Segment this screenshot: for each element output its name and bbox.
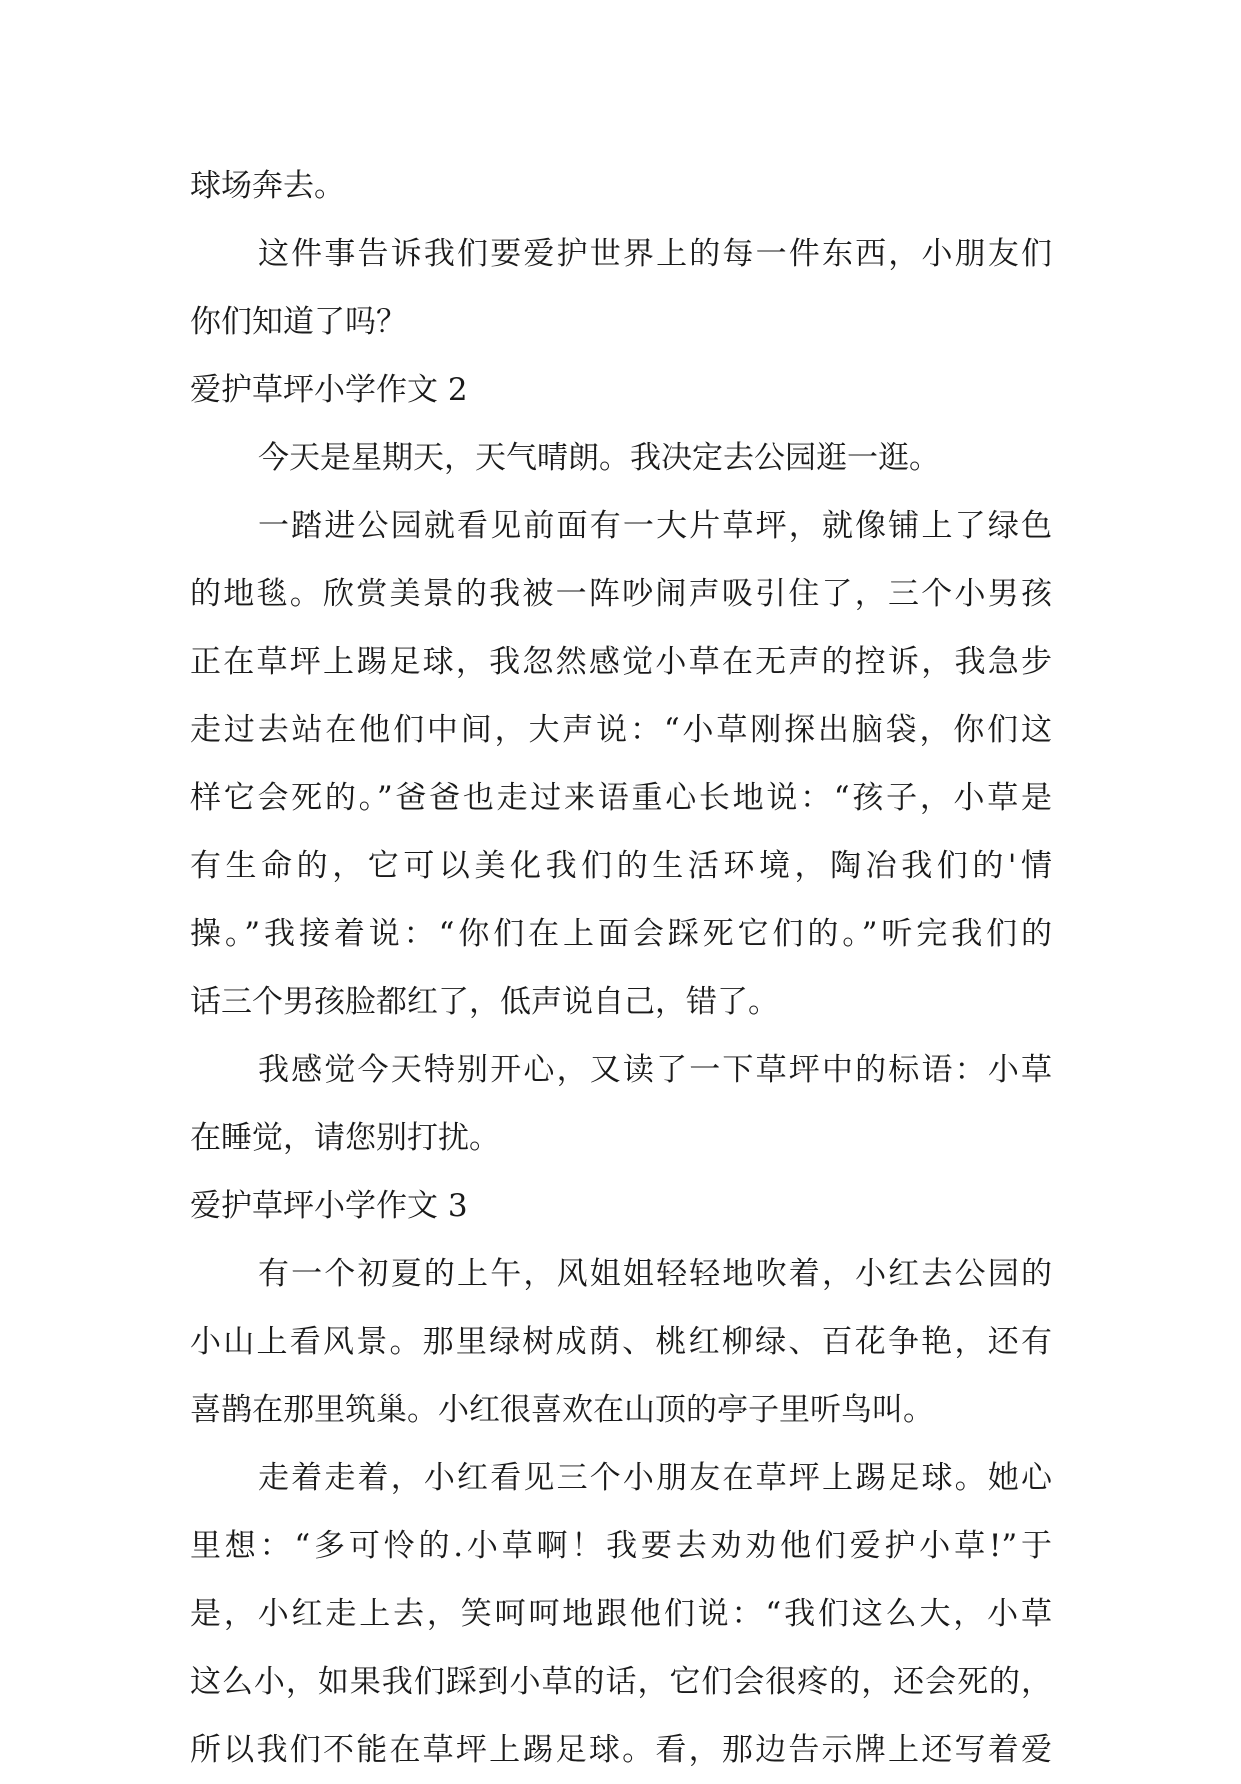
text-line: 话三个男孩脸都红了，低声说自己，错了。 xyxy=(190,984,779,1020)
text-line: 是，小红走上去，笑呵呵地跟他们说：“我们这么大，小草 xyxy=(190,1596,1052,1632)
text-line: 有生命的，它可以美化我们的生活环境，陶冶我们的'情 xyxy=(190,848,1052,884)
text-line: 你们知道了吗？ xyxy=(190,304,407,340)
text-line: 喜鹊在那里筑巢。小红很喜欢在山顶的亭子里听鸟叫。 xyxy=(190,1392,934,1428)
text-line: 这么小，如果我们踩到小草的话，它们会很疼的，还会死的， xyxy=(190,1664,1052,1700)
text-line: 正在草坪上踢足球，我忽然感觉小草在无声的控诉，我急步 xyxy=(190,644,1052,680)
text-line: 样它会死的。”爸爸也走过来语重心长地说：“孩子，小草是 xyxy=(190,780,1052,816)
text-line: 我感觉今天特别开心，又读了一下草坪中的标语：小草 xyxy=(258,1052,1052,1088)
text-line: 小山上看风景。那里绿树成荫、桃红柳绿、百花争艳，还有 xyxy=(190,1324,1052,1360)
text-line: 走着走着，小红看见三个小朋友在草坪上踢足球。她心 xyxy=(258,1460,1052,1496)
section-heading: 爱护草坪小学作文 2 xyxy=(190,372,468,408)
text-line: 的地毯。欣赏美景的我被一阵吵闹声吸引住了，三个小男孩 xyxy=(190,576,1052,612)
section-heading: 爱护草坪小学作文 3 xyxy=(190,1188,468,1224)
text-line: 有一个初夏的上午，风姐姐轻轻地吹着，小红去公园的 xyxy=(258,1256,1052,1292)
text-line: 所以我们不能在草坪上踢足球。看，那边告示牌上还写着爱 xyxy=(190,1732,1052,1768)
text-line: 球场奔去。 xyxy=(190,168,345,204)
document-body xyxy=(190,152,1052,1784)
text-line: 这件事告诉我们要爱护世界上的每一件东西，小朋友们 xyxy=(258,236,1052,272)
text-line: 走过去站在他们中间，大声说：“小草刚探出脑袋，你们这 xyxy=(190,712,1052,748)
text-line: 操。”我接着说：“你们在上面会踩死它们的。”听完我们的 xyxy=(190,916,1052,952)
text-line: 今天是星期天，天气晴朗。我决定去公园逛一逛。 xyxy=(258,440,940,476)
text-line: 里想：“多可怜的.小草啊！我要去劝劝他们爱护小草!”于 xyxy=(190,1528,1052,1564)
text-line: 在睡觉，请您别打扰。 xyxy=(190,1120,500,1156)
text-line: 一踏进公园就看见前面有一大片草坪，就像铺上了绿色 xyxy=(258,508,1052,544)
